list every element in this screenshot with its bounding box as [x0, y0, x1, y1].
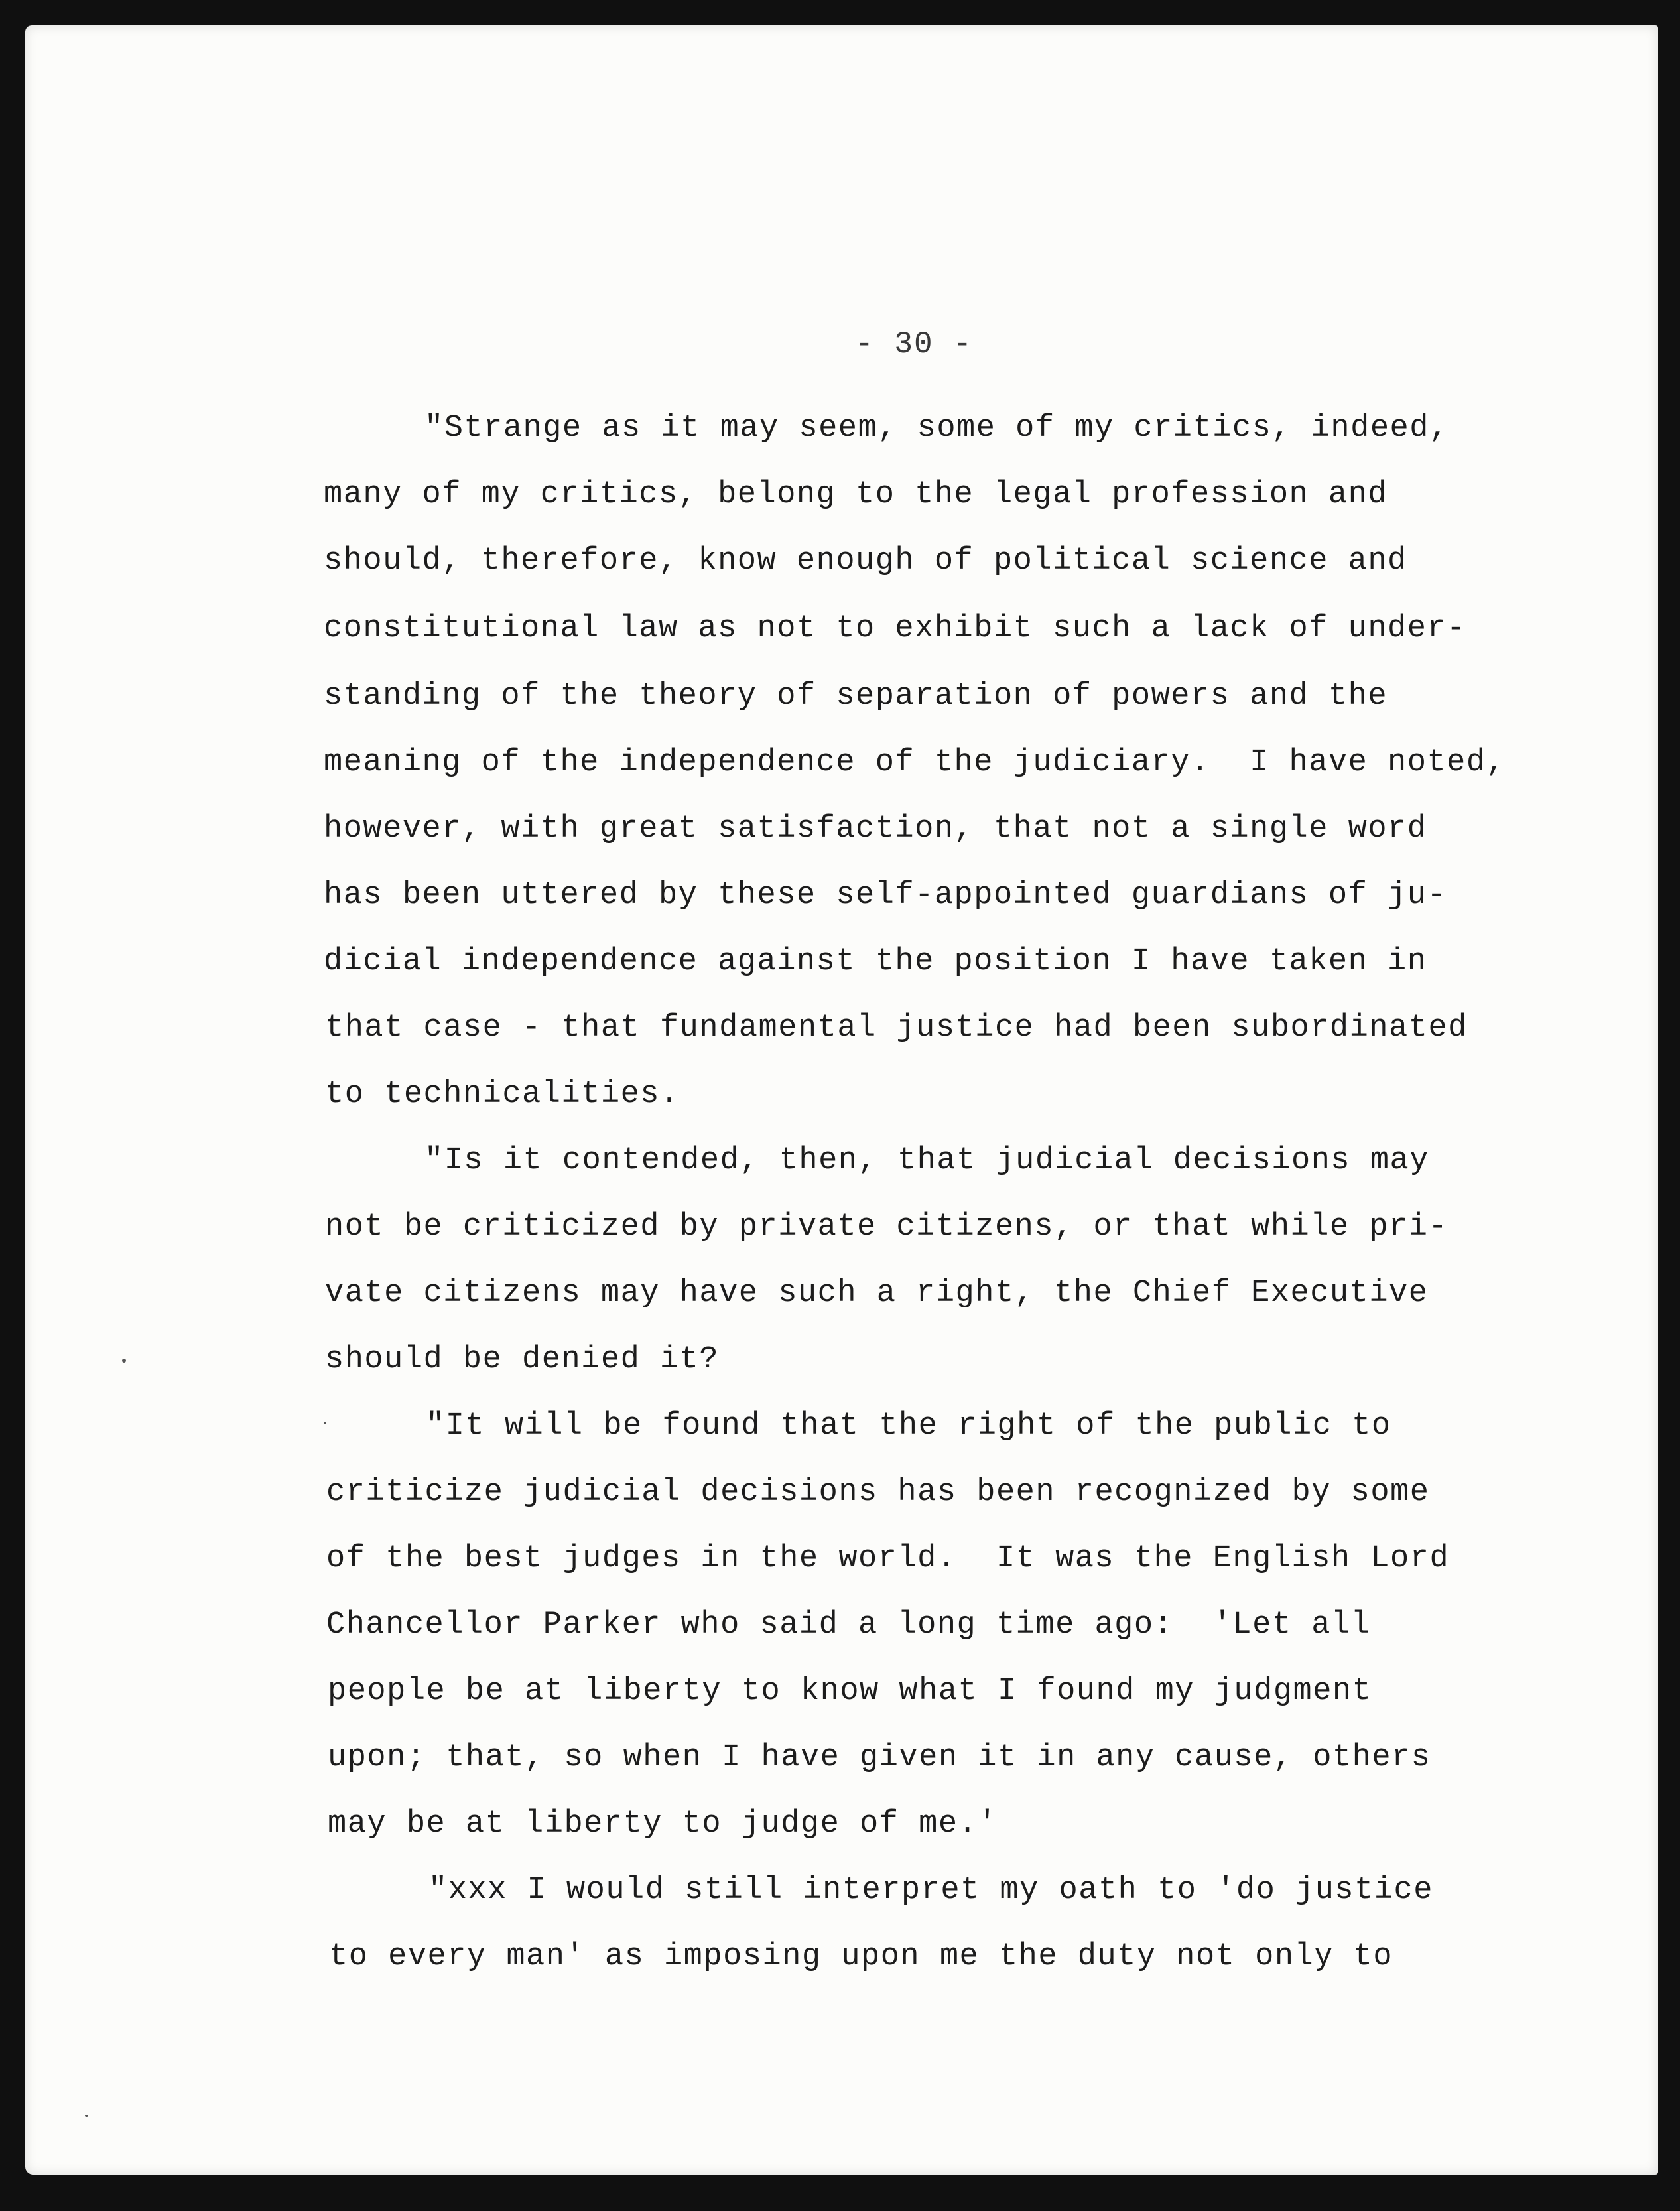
text-line-1: "Strange as it may seem, some of my critics, indeed, [424, 411, 1449, 446]
text-line-21: upon; that, so when I have given it in any cause, others [328, 1740, 1431, 1775]
text-line-14: vate citizens may have such a right, the Chief Executive [325, 1276, 1429, 1311]
text-line-20: people be at liberty to know what I found my judgment [328, 1674, 1372, 1709]
text-line-12: "Is it contended, then, that judicial decisions may [424, 1143, 1429, 1178]
text-line-18: of the best judges in the world. It was the English Lord [326, 1541, 1450, 1576]
scan-speck [85, 2115, 88, 2117]
text-line-10: that case - that fundamental justice had been subordinated [325, 1010, 1468, 1045]
text-line-6: meaning of the independence of the judiciary. I have noted, [324, 745, 1506, 780]
text-line-8: has been uttered by these self-appointed guardians of ju- [324, 878, 1447, 913]
text-line-17: criticize judicial decisions has been recognized by some [326, 1475, 1430, 1510]
text-line-7: however, with great satisfaction, that not a single word [324, 811, 1427, 846]
text-line-22: may be at liberty to judge of me.' [328, 1806, 998, 1842]
text-line-23: "xxx I would still interpret my oath to 'do justice [428, 1873, 1433, 1908]
text-line-16: "It will be found that the right of the public to [426, 1408, 1391, 1443]
text-line-24: to every man' as imposing upon me the duty not only to [329, 1939, 1393, 1974]
text-line-13: not be criticized by private citizens, or that while pri- [325, 1209, 1449, 1244]
scan-speck [122, 1359, 126, 1363]
text-line-9: dicial independence against the position I have taken in [324, 944, 1427, 979]
text-line-4: constitutional law as not to exhibit such a lack of under- [324, 611, 1466, 646]
scan-speck [324, 1422, 326, 1424]
text-line-19: Chancellor Parker who said a long time ago: 'Let all [326, 1607, 1371, 1642]
text-line-3: should, therefore, know enough of political science and [324, 543, 1407, 578]
page-number: - 30 - [855, 327, 973, 362]
text-line-15: should be denied it? [325, 1342, 720, 1377]
text-line-5: standing of the theory of separation of powers and the [324, 679, 1388, 714]
text-line-2: many of my critics, belong to the legal profession and [324, 477, 1388, 512]
text-line-11: to technicalities. [325, 1077, 680, 1112]
document-page [25, 25, 1658, 2175]
